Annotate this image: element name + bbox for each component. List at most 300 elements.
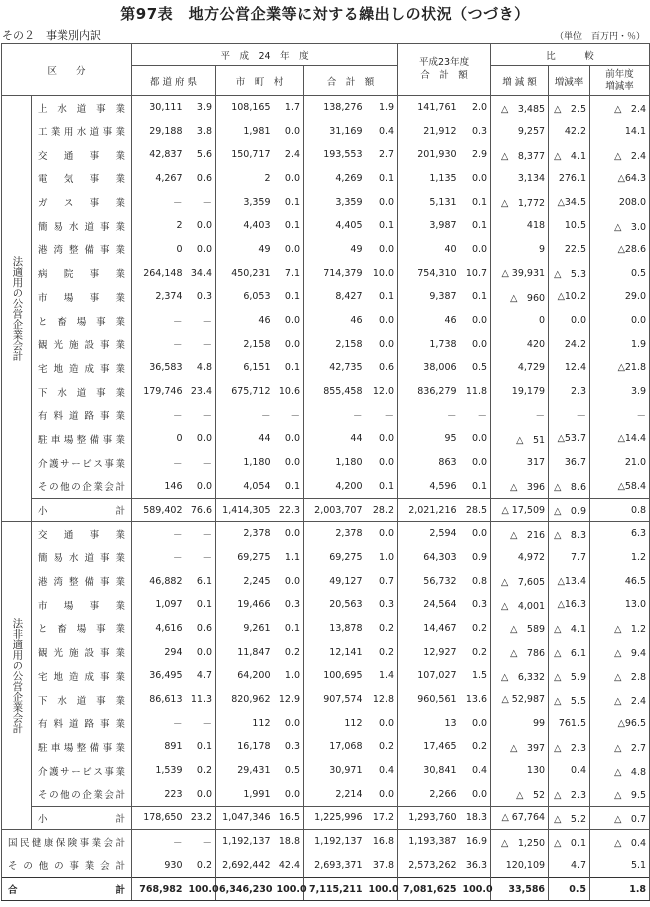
row-label: 交 通 事 業 [32, 522, 132, 546]
cell-prev: 2,266 [398, 782, 460, 806]
cell-prevp: 11.8 [460, 380, 491, 404]
cell-city: 49 [216, 238, 274, 262]
cell-prefp: 34.4 [186, 261, 216, 285]
cell-prevp: 0.0 [460, 309, 491, 333]
cell-city: 2 [216, 167, 274, 191]
row-label: 有料道路事業 [32, 711, 132, 735]
cell-rate: △ 5.3 [549, 261, 590, 285]
table-row [2, 854, 650, 878]
cell-prate: 13.0 [590, 593, 650, 617]
header-compare: 比 較 [491, 44, 650, 66]
cell-prate: 0.5 [590, 261, 650, 285]
cell-cityp: 12.9 [274, 688, 304, 712]
cell-sump: 0.0 [366, 238, 398, 262]
cell-rate: △34.5 [549, 190, 590, 214]
cell-prate: △14.4 [590, 427, 650, 451]
cell-city: 4,403 [216, 214, 274, 238]
cell-sum: 1,225,996 [304, 806, 366, 830]
cell-prev: 863 [398, 451, 460, 475]
cell-prate: － [590, 403, 650, 427]
row-label: 小 計 [32, 498, 132, 522]
cell-sum: 907,574 [304, 688, 366, 712]
cell-prev: 17,465 [398, 735, 460, 759]
cell-prefp: － [186, 309, 216, 333]
cell-prate: △ 2.7 [590, 735, 650, 759]
row-label: 簡易水道事業 [32, 214, 132, 238]
cell-prate: 1.9 [590, 332, 650, 356]
cell-prev: 46 [398, 309, 460, 333]
cell-sump: 17.2 [366, 806, 398, 830]
cell-diff: △ 8,377 [491, 143, 549, 167]
cell-prev: 5,131 [398, 190, 460, 214]
row-label: 港湾整備事業 [32, 569, 132, 593]
row-label: 駐車場整備事業 [32, 735, 132, 759]
header-h24: 平 成 24 年 度 [132, 44, 398, 66]
cell-prate: △21.8 [590, 356, 650, 380]
cell-prate: 29.0 [590, 285, 650, 309]
cell-rate: △53.7 [549, 427, 590, 451]
row-label: 病 院 事 業 [32, 261, 132, 285]
cell-pref: 294 [132, 640, 186, 664]
table-row [2, 593, 650, 617]
cell-pref: － [132, 309, 186, 333]
cell-diff: △ 6,332 [491, 664, 549, 688]
cell-cityp: 0.5 [274, 759, 304, 783]
cell-city: 1,414,305 [216, 498, 274, 522]
cell-pref: 46,882 [132, 569, 186, 593]
cell-prefp: 23.2 [186, 806, 216, 830]
cell-prate: 0.0 [590, 309, 650, 333]
cell-pref: － [132, 546, 186, 570]
cell-cityp: 0.1 [274, 190, 304, 214]
cell-sump: 0.4 [366, 759, 398, 783]
cell-prev: 2,021,216 [398, 498, 460, 522]
cell-prevp: 28.5 [460, 498, 491, 522]
cell-pref: 30,111 [132, 96, 186, 120]
cell-prevp: 0.3 [460, 593, 491, 617]
cell-prev: 12,927 [398, 640, 460, 664]
cell-prev: 13 [398, 711, 460, 735]
table-row [2, 332, 650, 356]
cell-prev: 1,293,760 [398, 806, 460, 830]
cell-prefp: 3.8 [186, 119, 216, 143]
cell-prevp: 0.9 [460, 546, 491, 570]
cell-sump: 12.8 [366, 688, 398, 712]
cell-sump: 0.0 [366, 427, 398, 451]
cell-city: 2,158 [216, 332, 274, 356]
cell-sump: 1.9 [366, 96, 398, 120]
cell-prate: 3.9 [590, 380, 650, 404]
cell-prefp: － [186, 711, 216, 735]
cell-rate: △ 6.1 [549, 640, 590, 664]
row-label: と 畜 場 事 業 [32, 617, 132, 641]
cell-sum: 49 [304, 238, 366, 262]
cell-prefp: 0.1 [186, 593, 216, 617]
cell-prev: 21,912 [398, 119, 460, 143]
cell-prevp: 0.0 [460, 451, 491, 475]
cell-diff: 120,109 [491, 854, 549, 878]
cell-rate: － [549, 403, 590, 427]
cell-sum: 2,693,371 [304, 854, 366, 878]
cell-rate: △ 5.2 [549, 806, 590, 830]
cell-rate: 0.0 [549, 309, 590, 333]
page-title: 第97表 地方公営企業等に対する繰出しの状況（つづき） [120, 5, 530, 23]
cell-prevp: 100.0 [460, 877, 491, 901]
cell-prate: △ 9.5 [590, 782, 650, 806]
cell-rate: 7.7 [549, 546, 590, 570]
cell-sum: 138,276 [304, 96, 366, 120]
row-label: 下 水 道 事 業 [32, 688, 132, 712]
cell-city: 1,047,346 [216, 806, 274, 830]
table-row [2, 190, 650, 214]
cell-prevp: 0.8 [460, 569, 491, 593]
cell-sump: 37.8 [366, 854, 398, 878]
cell-city: 6,053 [216, 285, 274, 309]
cell-prevp: 10.7 [460, 261, 491, 285]
cell-prev: 56,732 [398, 569, 460, 593]
cell-city: 2,378 [216, 522, 274, 546]
cell-prefp: 0.6 [186, 617, 216, 641]
cell-rate: 22.5 [549, 238, 590, 262]
cell-city: 64,200 [216, 664, 274, 688]
row-label: 交 通 事 業 [32, 143, 132, 167]
cell-prev: 960,561 [398, 688, 460, 712]
cell-city: 16,178 [216, 735, 274, 759]
cell-prefp: 4.8 [186, 356, 216, 380]
row-label: 有料道路事業 [32, 403, 132, 427]
cell-prefp: 5.6 [186, 143, 216, 167]
cell-sump: 28.2 [366, 498, 398, 522]
cell-prate: △ 9.4 [590, 640, 650, 664]
cell-pref: 0 [132, 427, 186, 451]
table-row [2, 498, 650, 522]
cell-prefp: 0.0 [186, 238, 216, 262]
row-label: 宅地造成事業 [32, 664, 132, 688]
cell-sump: 100.0 [366, 877, 398, 901]
cell-pref: 589,402 [132, 498, 186, 522]
cell-sum: 12,141 [304, 640, 366, 664]
row-label: 下 水 道 事 業 [32, 380, 132, 404]
cell-sum: 42,735 [304, 356, 366, 380]
cell-rate: 24.2 [549, 332, 590, 356]
cell-pref: － [132, 451, 186, 475]
cell-prate: △ 2.4 [590, 143, 650, 167]
cell-prate: △ 2.4 [590, 688, 650, 712]
table-row [2, 119, 650, 143]
cell-prefp: 0.0 [186, 427, 216, 451]
cell-city: 108,165 [216, 96, 274, 120]
cell-city: 150,717 [216, 143, 274, 167]
cell-prevp: 0.2 [460, 617, 491, 641]
cell-rate: △ 0.9 [549, 498, 590, 522]
cell-diff: △ 396 [491, 475, 549, 499]
cell-prevp: 0.1 [460, 285, 491, 309]
table-row [2, 617, 650, 641]
cell-prevp: 0.1 [460, 475, 491, 499]
cell-sump: 0.0 [366, 332, 398, 356]
cell-prefp: 100.0 [186, 877, 216, 901]
cell-prev: 4,596 [398, 475, 460, 499]
cell-prefp: － [186, 522, 216, 546]
cell-city: 820,962 [216, 688, 274, 712]
cell-sump: 10.0 [366, 261, 398, 285]
cell-rate: △ 8.6 [549, 475, 590, 499]
cell-sump: 0.0 [366, 711, 398, 735]
row-label: その他の企業会計 [32, 475, 132, 499]
cell-city: 3,359 [216, 190, 274, 214]
table-row [2, 356, 650, 380]
cell-sump: 0.1 [366, 214, 398, 238]
cell-pref: － [132, 522, 186, 546]
cell-prev: 201,930 [398, 143, 460, 167]
cell-diff: 418 [491, 214, 549, 238]
cell-sum: 4,200 [304, 475, 366, 499]
cell-prevp: 13.6 [460, 688, 491, 712]
cell-sump: 0.0 [366, 522, 398, 546]
cell-prate: 1.8 [590, 877, 650, 901]
cell-rate: 761.5 [549, 711, 590, 735]
data-table [1, 43, 650, 901]
cell-pref: 768,982 [132, 877, 186, 901]
cell-diff: 0 [491, 309, 549, 333]
cell-prefp: 0.2 [186, 854, 216, 878]
cell-sump: 0.2 [366, 640, 398, 664]
cell-sum: 4,269 [304, 167, 366, 191]
cell-prev: 836,279 [398, 380, 460, 404]
row-label: 簡易水道事業 [32, 546, 132, 570]
cell-sum: 49,127 [304, 569, 366, 593]
cell-pref: 29,188 [132, 119, 186, 143]
row-label: 観光施設事業 [32, 640, 132, 664]
cell-diff: △ 1,250 [491, 830, 549, 854]
group-label: 法適用の公営企業会計 [2, 96, 32, 522]
cell-diff: △ 67,764 [491, 806, 549, 830]
row-label: 合 計 [2, 877, 132, 901]
cell-sum: 17,068 [304, 735, 366, 759]
cell-sump: 0.1 [366, 167, 398, 191]
cell-prate: △28.6 [590, 238, 650, 262]
cell-cityp: 1.1 [274, 546, 304, 570]
cell-prefp: 0.1 [186, 735, 216, 759]
cell-sum: 193,553 [304, 143, 366, 167]
row-label: と 畜 場 事 業 [32, 309, 132, 333]
cell-pref: 146 [132, 475, 186, 499]
cell-pref: 2 [132, 214, 186, 238]
cell-prate: △58.4 [590, 475, 650, 499]
cell-prefp: 0.0 [186, 640, 216, 664]
cell-pref: 2,374 [132, 285, 186, 309]
cell-diff: △ 3,485 [491, 96, 549, 120]
header-sum: 合 計 額 [304, 66, 398, 96]
cell-sum: 2,003,707 [304, 498, 366, 522]
cell-sum: 44 [304, 427, 366, 451]
cell-rate: △ 2.5 [549, 96, 590, 120]
cell-pref: － [132, 830, 186, 854]
cell-pref: 0 [132, 238, 186, 262]
cell-rate: 10.5 [549, 214, 590, 238]
cell-city: 6,151 [216, 356, 274, 380]
cell-diff: △ 589 [491, 617, 549, 641]
cell-city: 6,346,230 [216, 877, 274, 901]
cell-diff: △ 52 [491, 782, 549, 806]
cell-prev: 2,573,262 [398, 854, 460, 878]
cell-rate: △16.3 [549, 593, 590, 617]
cell-pref: 930 [132, 854, 186, 878]
cell-city: 1,981 [216, 119, 274, 143]
cell-prev: 3,987 [398, 214, 460, 238]
row-label: その他の企業会計 [32, 782, 132, 806]
cell-diff: △ 39,931 [491, 261, 549, 285]
cell-prevp: 0.0 [460, 522, 491, 546]
cell-cityp: 0.0 [274, 569, 304, 593]
cell-prefp: 0.0 [186, 214, 216, 238]
cell-sum: 100,695 [304, 664, 366, 688]
row-label: 宅地造成事業 [32, 356, 132, 380]
cell-cityp: 22.3 [274, 498, 304, 522]
cell-prefp: － [186, 332, 216, 356]
cell-diff: 99 [491, 711, 549, 735]
cell-prevp: 0.0 [460, 782, 491, 806]
cell-diff: 4,972 [491, 546, 549, 570]
cell-city: 4,054 [216, 475, 274, 499]
header-h23-line1: 平成23年度 [419, 57, 470, 69]
cell-prate: △ 0.4 [590, 830, 650, 854]
cell-sump: 12.0 [366, 380, 398, 404]
cell-pref: 36,495 [132, 664, 186, 688]
cell-prefp: － [186, 830, 216, 854]
table-row [2, 261, 650, 285]
cell-cityp: 0.0 [274, 782, 304, 806]
cell-prevp: 2.9 [460, 143, 491, 167]
cell-prev: 7,081,625 [398, 877, 460, 901]
cell-sump: 0.0 [366, 451, 398, 475]
header-h23-line2: 合 計 額 [420, 69, 468, 81]
cell-pref: 1,097 [132, 593, 186, 617]
cell-prate: △ 2.4 [590, 96, 650, 120]
cell-prevp: 0.1 [460, 190, 491, 214]
cell-prev: 9,387 [398, 285, 460, 309]
row-label: 工業用水道事業 [32, 119, 132, 143]
header-pref: 都 道 府 県 [132, 66, 216, 96]
cell-sum: 2,214 [304, 782, 366, 806]
cell-cityp: 0.0 [274, 119, 304, 143]
cell-prevp: 16.9 [460, 830, 491, 854]
cell-prevp: 0.0 [460, 427, 491, 451]
cell-cityp: 0.3 [274, 735, 304, 759]
cell-city: 11,847 [216, 640, 274, 664]
cell-cityp: － [274, 403, 304, 427]
cell-prate: 208.0 [590, 190, 650, 214]
cell-rate: △13.4 [549, 569, 590, 593]
cell-prate: 6.3 [590, 522, 650, 546]
cell-prefp: 0.0 [186, 475, 216, 499]
table-header [2, 44, 650, 96]
cell-prevp: 36.3 [460, 854, 491, 878]
cell-pref: 4,616 [132, 617, 186, 641]
table-row [2, 309, 650, 333]
cell-cityp: 0.1 [274, 617, 304, 641]
cell-prev: 141,761 [398, 96, 460, 120]
header-diff: 増 減 額 [491, 66, 549, 96]
table-row [2, 427, 650, 451]
cell-cityp: 100.0 [274, 877, 304, 901]
row-label: 国民健康保険事業会計 [2, 830, 132, 854]
cell-prev: － [398, 403, 460, 427]
cell-prefp: 0.2 [186, 759, 216, 783]
cell-cityp: 42.4 [274, 854, 304, 878]
table-row [2, 688, 650, 712]
cell-pref: － [132, 332, 186, 356]
cell-cityp: 0.1 [274, 356, 304, 380]
cell-prefp: 23.4 [186, 380, 216, 404]
cell-diff: △ 1,772 [491, 190, 549, 214]
cell-city: － [216, 403, 274, 427]
cell-diff: 9 [491, 238, 549, 262]
cell-diff: 9,257 [491, 119, 549, 143]
cell-diff: △ 960 [491, 285, 549, 309]
cell-prev: 95 [398, 427, 460, 451]
cell-sum: 855,458 [304, 380, 366, 404]
cell-prate: 1.2 [590, 546, 650, 570]
cell-diff: △ 4,001 [491, 593, 549, 617]
cell-cityp: 1.7 [274, 96, 304, 120]
cell-prate: 21.0 [590, 451, 650, 475]
cell-prev: 1,135 [398, 167, 460, 191]
cell-cityp: 0.0 [274, 451, 304, 475]
cell-diff: △ 786 [491, 640, 549, 664]
cell-diff: 317 [491, 451, 549, 475]
cell-diff: 33,586 [491, 877, 549, 901]
cell-diff: △ 7,605 [491, 569, 549, 593]
cell-diff: △ 397 [491, 735, 549, 759]
table-row [2, 569, 650, 593]
cell-prevp: 2.0 [460, 96, 491, 120]
cell-prevp: 0.0 [460, 711, 491, 735]
cell-sump: 1.4 [366, 664, 398, 688]
table-row [2, 759, 650, 783]
cell-prevp: 0.2 [460, 640, 491, 664]
cell-diff: △ 52,987 [491, 688, 549, 712]
cell-prate: △96.5 [590, 711, 650, 735]
cell-sum: 2,158 [304, 332, 366, 356]
cell-sump: 1.0 [366, 546, 398, 570]
cell-prevp: 0.2 [460, 735, 491, 759]
cell-diff: △ 51 [491, 427, 549, 451]
cell-sum: 4,405 [304, 214, 366, 238]
cell-prevp: 1.5 [460, 664, 491, 688]
cell-prevp: 0.3 [460, 119, 491, 143]
cell-sum: 8,427 [304, 285, 366, 309]
cell-sum: 31,169 [304, 119, 366, 143]
cell-sum: － [304, 403, 366, 427]
cell-rate: △ 5.5 [549, 688, 590, 712]
cell-sum: 69,275 [304, 546, 366, 570]
cell-sum: 1,192,137 [304, 830, 366, 854]
cell-cityp: 0.0 [274, 427, 304, 451]
cell-prev: 38,006 [398, 356, 460, 380]
header-prev-rate [590, 66, 650, 96]
cell-sum: 3,359 [304, 190, 366, 214]
table-row [2, 143, 650, 167]
cell-cityp: 0.1 [274, 214, 304, 238]
cell-prate: △ 4.8 [590, 759, 650, 783]
cell-pref: 223 [132, 782, 186, 806]
table-subtitle: その２ 事業別内訳 [2, 29, 101, 42]
cell-city: 112 [216, 711, 274, 735]
cell-prefp: 76.6 [186, 498, 216, 522]
cell-sum: 714,379 [304, 261, 366, 285]
cell-pref: 86,613 [132, 688, 186, 712]
